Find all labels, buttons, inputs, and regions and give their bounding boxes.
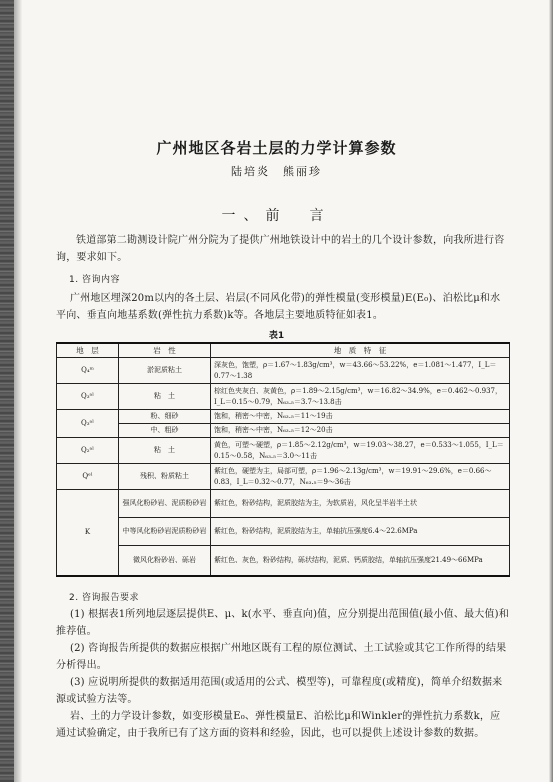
cell-lithology: 中、粗砂 xyxy=(119,424,211,438)
cell-lithology: 强风化粉砂岩、泥质粉砂岩 xyxy=(119,490,211,518)
scan-binding-edge xyxy=(0,0,14,782)
header-lithology: 岩 性 xyxy=(119,343,211,358)
cell-layer: Q₄ᵐ xyxy=(57,358,119,384)
table-row xyxy=(57,546,510,576)
table-caption: 表1 xyxy=(268,331,285,341)
cell-layer: Q₃ᵃˡ xyxy=(57,410,119,438)
cell-lithology: 粘 土 xyxy=(119,384,211,410)
document-title: 广州地区各岩土层的力学计算参数 xyxy=(156,139,397,157)
cell-lithology: 淤泥质粘土 xyxy=(119,358,211,384)
cell-description: 棕红色夹灰白、灰黄色，ρ＝1.89～2.15g/cm³，w＝16.82～34.9%，e＝0.462～0.937，I_L＝0.15～0.79，N₆₃.₅＝3.7～13.8击 xyxy=(211,384,510,410)
cell-layer: Q₃ᵃˡ xyxy=(57,384,119,410)
requirement-3: (3) 应说明所提供的数据适用范围(或适用的公式、模型等)，可靠程度(或精度)，简单介绍数据来源或试验方法等。 xyxy=(56,677,503,705)
cell-description: 黄色，可塑～硬塑，ρ＝1.85～2.12g/cm³，w＝19.03～38.27，e＝0.533～1.055，I_L＝0.15～0.58，N₆₃.₅＝3.0～11击 xyxy=(211,438,510,464)
table-row xyxy=(57,464,510,490)
cell-lithology: 中等风化粉砂岩泥质粉砂岩 xyxy=(119,518,211,546)
requirement-2: (2) 咨询报告所提供的数据应根据广州地区既有工程的原位测试、土工试验或其它工作所得的结果分析得出。 xyxy=(56,643,507,671)
scan-binding-shadow xyxy=(14,0,22,782)
cell-description: 紫红色，粉砂结构，泥质胶结为主，单轴抗压强度6.4～22.6MPa xyxy=(211,518,510,546)
table-row xyxy=(57,438,510,464)
cell-description: 深灰色，饱塑，ρ＝1.67～1.83g/cm³，w＝43.66～53.22%，e＝1.081～1.477，I_L＝0.77～1.38 xyxy=(211,358,510,384)
cell-lithology: 残积、粉质粘土 xyxy=(119,464,211,490)
table-row xyxy=(57,384,510,410)
cell-lithology: 粘 土 xyxy=(119,438,211,464)
subsection-heading-2: 2. 咨询报告要求 xyxy=(69,593,139,603)
table-row xyxy=(57,410,510,424)
cell-description: 饱和，稍密～中密，N₆₃.₅＝11～19击 xyxy=(211,410,510,424)
section-heading: 一、前 言 xyxy=(221,208,332,224)
table-row xyxy=(57,424,510,438)
table-row xyxy=(57,518,510,546)
table-row xyxy=(57,358,510,384)
author-line: 陆培炎 熊丽珍 xyxy=(231,165,322,178)
paragraph-1: 广州地区埋深20m以内的各土层、岩层(不同风化带)的弹性模量(变形模量)E(E₀)、泊松比μ和水平向、垂直向地基系数(弹性抗力系数)k等。各地层主要地质特征如表1。 xyxy=(56,293,501,321)
table-row xyxy=(57,490,510,518)
cell-description: 饱和，稍密～中密，N₆₃.₅＝12～20击 xyxy=(211,424,510,438)
paragraph-closing: 岩、土的力学设计参数，如变形模量E₀、弹性模量E、泊松比μ和Winkler的弹性抗力系数k，应通过试验确定，由于我所已有了这方面的资料和经验，因此，也可以提供上述设计参数的数据。 xyxy=(56,711,501,739)
cell-lithology: 粉、细砂 xyxy=(119,410,211,424)
cell-layer: Q₂ᵃˡ xyxy=(57,438,119,464)
scan-right-edge xyxy=(549,0,553,782)
subsection-heading-1: 1. 咨询内容 xyxy=(69,275,120,285)
cell-description: 紫红色，硬塑为主，局部可塑，ρ＝1.96～2.13g/cm³，w＝19.91～29.6%，e＝0.66～0.83，I_L＝0.32～0.77，N₆₃.₅＝9～36击 xyxy=(211,464,510,490)
intro-paragraph: 铁道部第二勘测设计院广州分院为了提供广州地铁设计中的岩土的几个设计参数，向我所进行咨询，要求如下。 xyxy=(56,235,505,263)
geology-table xyxy=(56,342,510,577)
header-features: 地 质 特 征 xyxy=(211,343,510,358)
cell-layer: Qᵉˡ xyxy=(57,464,119,490)
cell-lithology: 微风化粉砂岩、砾岩 xyxy=(119,546,211,576)
table-header-row xyxy=(57,343,510,358)
cell-description: 紫红色、灰色，粉砂结构，砾状结构，泥质、钙质胶结，单轴抗压强度21.49～66MPa xyxy=(211,546,510,576)
requirement-1: (1) 根据表1所列地层逐层提供E、μ、k(水平、垂直向)值，应分别提出范围值(最小值、最大值)和推荐值。 xyxy=(56,609,509,637)
cell-description: 紫红色，粉砂结构，泥质胶结为主，为软质岩，风化呈半岩半土状 xyxy=(211,490,510,518)
header-layer: 地 层 xyxy=(57,343,119,358)
cell-layer: K xyxy=(57,490,119,576)
